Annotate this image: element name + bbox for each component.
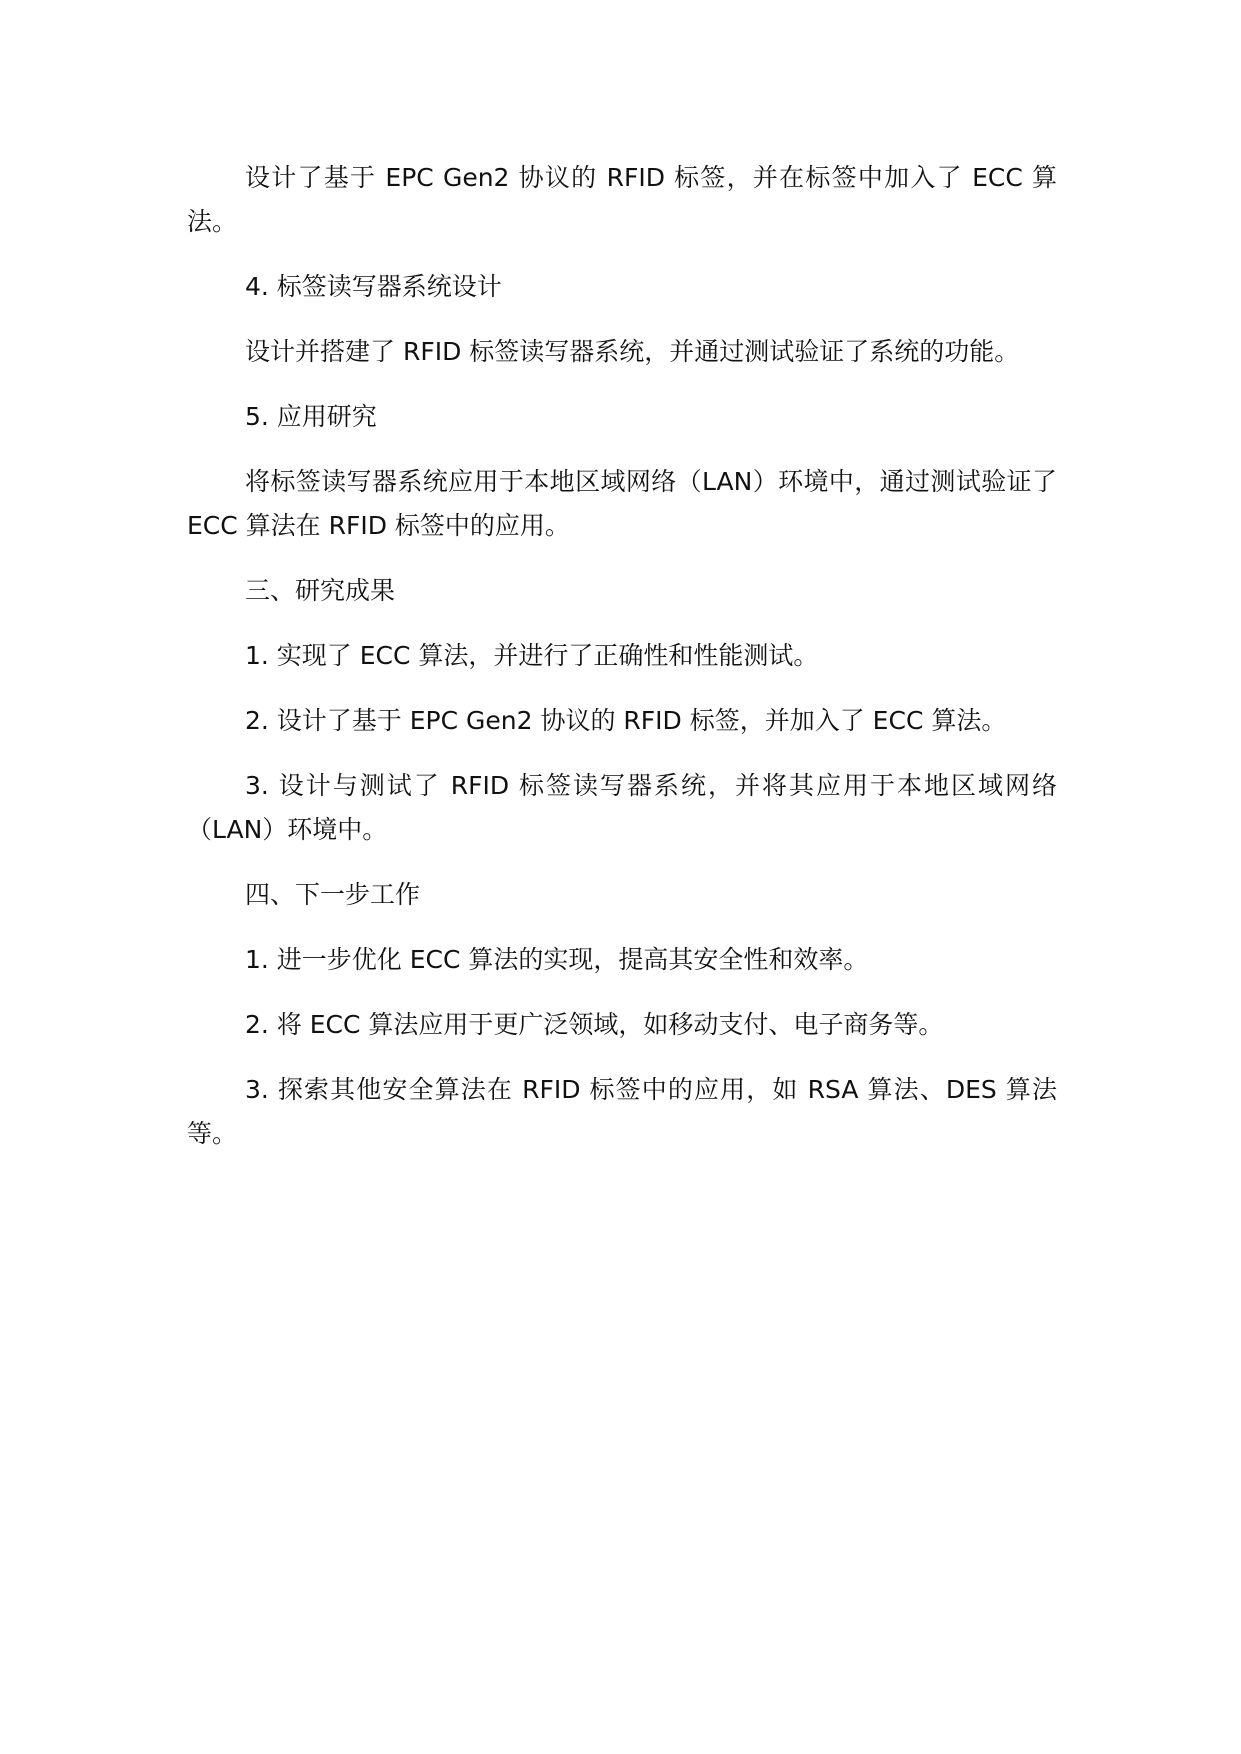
document-body [187, 156, 1057, 1156]
next-step-item-3: 3. 探索其他安全算法在 RFID 标签中的应用，如 RSA 算法、DES 算法等。 [187, 1075, 1057, 1148]
next-step-item-1: 1. 进一步优化 ECC 算法的实现，提高其安全性和效率。 [245, 945, 869, 974]
heading-application-research: 5. 应用研究 [245, 402, 377, 431]
paragraph-tag-design: 设计了基于 EPC Gen2 协议的 RFID 标签，并在标签中加入了 ECC 算法。 [187, 163, 1057, 236]
paragraph-reader-system: 设计并搭建了 RFID 标签读写器系统，并通过测试验证了系统的功能。 [245, 337, 1020, 366]
result-item-1: 1. 实现了 ECC 算法，并进行了正确性和性能测试。 [245, 641, 819, 670]
result-item-2: 2. 设计了基于 EPC Gen2 协议的 RFID 标签，并加入了 ECC 算法。 [245, 706, 1007, 735]
heading-research-results: 三、研究成果 [245, 576, 396, 605]
paragraph-lan-application: 将标签读写器系统应用于本地区域网络（LAN）环境中，通过测试验证了 ECC 算法在 RFID 标签中的应用。 [187, 467, 1057, 540]
heading-next-steps: 四、下一步工作 [245, 880, 421, 909]
next-step-item-2: 2. 将 ECC 算法应用于更广泛领域，如移动支付、电子商务等。 [245, 1010, 944, 1039]
result-item-3: 3. 设计与测试了 RFID 标签读写器系统，并将其应用于本地区域网络（LAN）环境中。 [187, 771, 1057, 844]
heading-reader-system-design: 4. 标签读写器系统设计 [245, 272, 502, 301]
